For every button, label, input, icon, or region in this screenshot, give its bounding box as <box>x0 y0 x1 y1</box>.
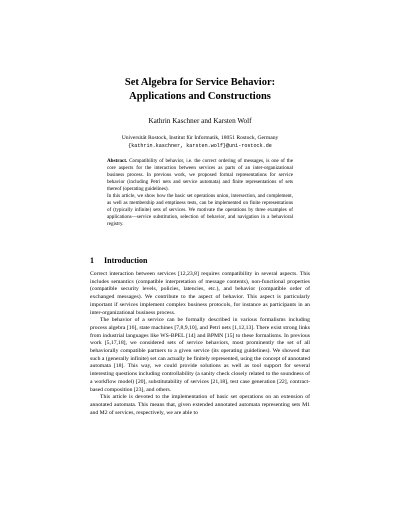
section-number: 1 <box>90 256 94 265</box>
affiliation: Universität Rostock, Institut für Informatik, 18051 Rostock, Germany <box>121 135 279 141</box>
author-list: Kathrin Kaschner and Karsten Wolf <box>148 117 252 125</box>
abstract-paragraph-1 <box>107 158 293 193</box>
section-body <box>90 271 310 417</box>
paper-title <box>60 76 340 104</box>
abstract-heading: Abstract. <box>107 158 128 164</box>
author-email: {kathrin.kaschner, karsten.wolf}@uni-rostock.de <box>128 143 272 149</box>
body-paragraph-3: This article is devoted to the implementation of basic set operations on an extension of annotated automata. This means that, given extended annotated automata representing sets M1 and M2 of services, respectively, we are able to <box>90 394 310 416</box>
section-title: Introduction <box>104 256 148 265</box>
abstract-paragraph-2: In this article, we show how the basic set operations union, intersection, and complement, as well as membership and emptiness tests, can be implemented on finite representations of (typically infinite) sets of services. We motivate the operations by three examples of applications—service substitution, selection of behavior, and navigation in a behavioral registry. <box>107 193 293 227</box>
abstract <box>107 158 293 228</box>
title-line-2: Applications and Constructions <box>129 91 271 102</box>
body-paragraph-2: The behavior of a service can be formally described in various formalisms including process algebra [16], state machines [7,8,9,10], and Petri nets [1,12,13]. There exist strong links from industrial languages like WS-BPEL [14] and BPMN [15] to these formalisms. In previous work [5,17,18], we considered sets of service behaviors, most prominently the set of all behaviorally compatible partners to a given service (its operating guidelines). We showed that such a (generally infinite) set can actually be finitely represented, using the concept of annotated automata [18]. This way, we could provide solutions as well as tool support for several interesting questions including controllability (a sanity check closely related to the soundness of a workflow model) [20], substitutability of services [21,18], test case generation [22], contract-based composition [23], and others. <box>90 317 310 393</box>
abstract-text-1: Compatibility of behavior, i.e. the correct ordering of messages, is one of the core aspects for the interaction between services as parts of an inter-organizational business process. In previous work, we proposed formal representations for service behavior (including Petri nets and service automata) and finite representations of sets thereof (operating guidelines). <box>107 158 293 192</box>
affiliation-block <box>40 134 360 150</box>
body-paragraph-1: Correct interaction between services [12,23,8] requires compatibility in several aspects. This includes semantics (compatible interpretation of message contents), non-functional properties (compatible security levels, policies, latencies, etc.), and behavior (compatible order of exchanged messages). We contribute to the aspect of behavior. This aspect is particularly important if services implement complex business protocols, for instance as participants in an inter-organizational business process. <box>90 271 310 316</box>
title-line-1: Set Algebra for Service Behavior: <box>124 77 276 88</box>
section-heading <box>90 256 147 265</box>
